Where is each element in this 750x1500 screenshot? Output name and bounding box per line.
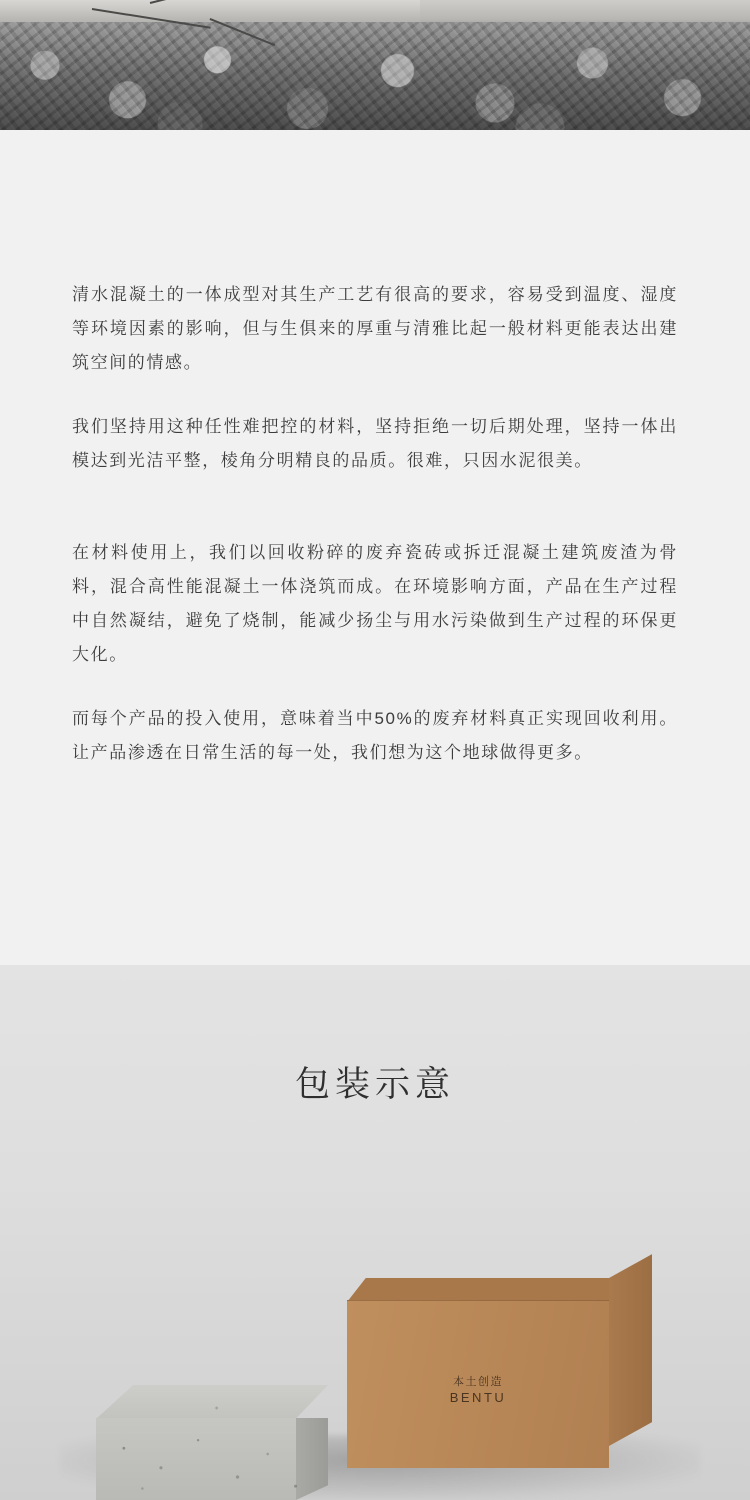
packaging-section xyxy=(0,965,750,1500)
kraft-box-side-face xyxy=(609,1254,652,1446)
description-paragraph: 清水混凝土的一体成型对其生产工艺有很高的要求，容易受到温度、湿度等环境因素的影响，但与生俱来的厚重与清雅比起一般材料更能表达出建筑空间的情感。 xyxy=(72,285,678,372)
concrete-box-front-face xyxy=(96,1418,296,1500)
kraft-box-brand-mark xyxy=(347,1376,609,1406)
description-text-section xyxy=(0,130,750,770)
kraft-box-seam xyxy=(347,1300,609,1301)
kraft-box-top-face xyxy=(347,1278,628,1302)
hero-rubble-texture xyxy=(0,22,750,130)
concrete-product-box xyxy=(96,1385,328,1500)
kraft-packaging-box xyxy=(347,1278,652,1468)
concrete-box-side-face xyxy=(296,1418,328,1500)
brand-name-cn: 本土创造 xyxy=(453,1376,503,1388)
description-paragraph: 而每个产品的投入使用，意味着当中50%的废弃材料真正实现回收利用。让产品渗透在日常生活的每一处，我们想为这个地球做得更多。 xyxy=(72,709,678,762)
description-paragraph: 在材料使用上，我们以回收粉碎的废弃瓷砖或拆迁混凝土建筑废渣为骨料，混合高性能混凝土一体浇筑而成。在环境影响方面，产品在生产过程中自然凝结，避免了烧制，能减少扬尘与用水污染做到生产过程的环保更大化。 xyxy=(72,543,678,664)
packaging-section-title: 包装示意 xyxy=(294,1065,455,1104)
description-paragraph: 我们坚持用这种任性难把控的材料，坚持拒绝一切后期处理，坚持一体出模达到光洁平整，棱角分明精良的品质。很难，只因水泥很美。 xyxy=(72,417,678,470)
hero-rubble-image xyxy=(0,0,750,130)
concrete-box-top-face xyxy=(96,1385,328,1419)
brand-name-en: BENTU xyxy=(449,1389,507,1405)
